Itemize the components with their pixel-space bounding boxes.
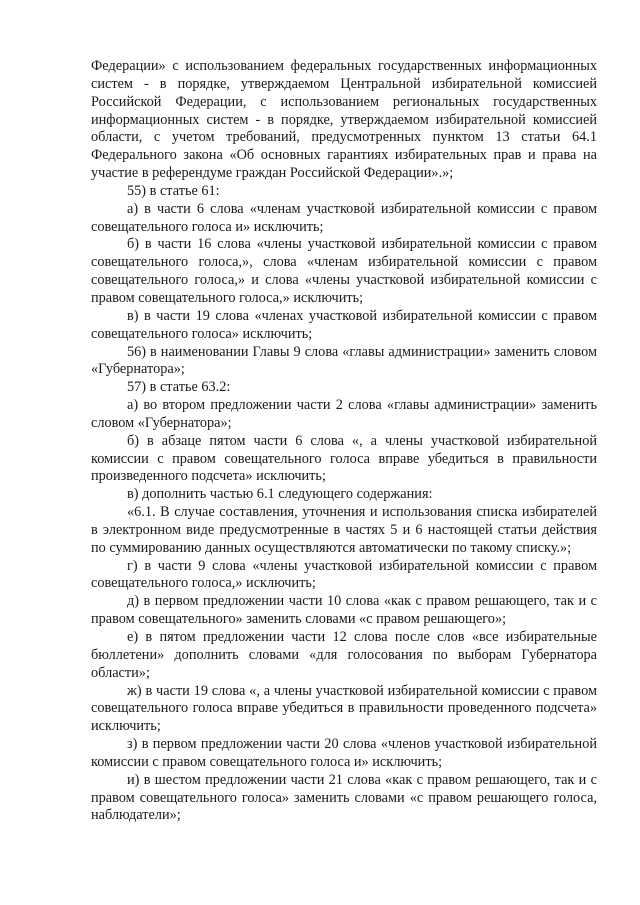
paragraph-57-v: в) дополнить частью 6.1 следующего содержания:	[127, 486, 433, 503]
paragraph-57-e: е) в пятом предложении части 12 слова после слов «все избирательные бюллетени» дополнить словами «для голосования по выборам Губернатора области»;	[91, 629, 597, 681]
paragraph-57-zh: ж) в части 19 слова «, а члены участковой избирательной комиссии с правом совещательного голоса вправе убедиться в правильности проведенного подсчета» исключить;	[91, 682, 597, 735]
paragraph-item-57: 57) в статье 63.2:	[127, 379, 231, 396]
paragraph-57-a: а) во втором предложении части 2 слова «главы администрации» заменить словом «Губернатора»;	[91, 397, 597, 431]
paragraph-57-g: г) в части 9 слова «члены участковой избирательной комиссии с правом совещательного голоса,» исключить;	[91, 557, 597, 592]
paragraph-quoted-6-1: «6.1. В случае составления, уточнения и использования списка избирателей в электронном виде предусмотренные в частях 5 и 6 настоящей статьи действия по суммированию данных осуществляются автоматически по такому списку.»;	[91, 504, 597, 556]
document-page	[91, 58, 597, 825]
paragraph-item-55: 55) в статье 61:	[127, 182, 220, 199]
paragraph-item-56: 56) в наименовании Главы 9 слова «главы администрации» заменить словом «Губернатора»;	[91, 343, 597, 378]
paragraph-57-d: д) в первом предложении части 10 слова «как с правом решающего, так и с правом совещательного» заменить словами «с правом решающего»;	[91, 593, 597, 628]
paragraph-57-z: з) в первом предложении части 20 слова «членов участковой избирательной комиссии с правом совещательного голоса и» исключить;	[91, 736, 597, 770]
paragraph-57-b: б) в абзаце пятом части 6 слова «, а члены участковой избирательной комиссии с правом совещательного голоса вправе убедиться в правильности произведенного подсчета» исключить;	[91, 432, 597, 485]
paragraph-55-a: а) в части 6 слова «членам участковой избирательной комиссии с правом совещательного голоса и» исключить;	[91, 200, 597, 235]
paragraph-continuation: Федерации» с использованием федеральных государственных информационных систем - в порядке, утверждаемом Центральной избирательной комиссией Российской Федерации, с использованием региональных государственных информационных систем - в порядке, утверждаемом избирательной комиссией области, с учетом требований, предусмотренных пунктом 13 статьи 64.1 Федерального закона «Об основных гарантиях избирательных прав и права на участие в референдуме граждан Российской Федерации».»;	[91, 58, 597, 182]
paragraph-57-i: и) в шестом предложении части 21 слова «как с правом решающего, так и с правом совещательного голоса» заменить словами «с правом решающего голоса, наблюдатели»;	[91, 771, 597, 824]
paragraph-55-b: б) в части 16 слова «члены участковой избирательной комиссии с правом совещательного голоса,», слова «членам избирательной комиссии с правом совещательного голоса,» и слова «члены участковой избирательной комиссии с правом совещательного голоса,» исключить;	[91, 236, 597, 306]
paragraph-55-v: в) в части 19 слова «членах участковой избирательной комиссии с правом совещательного голоса» исключить;	[91, 307, 597, 342]
